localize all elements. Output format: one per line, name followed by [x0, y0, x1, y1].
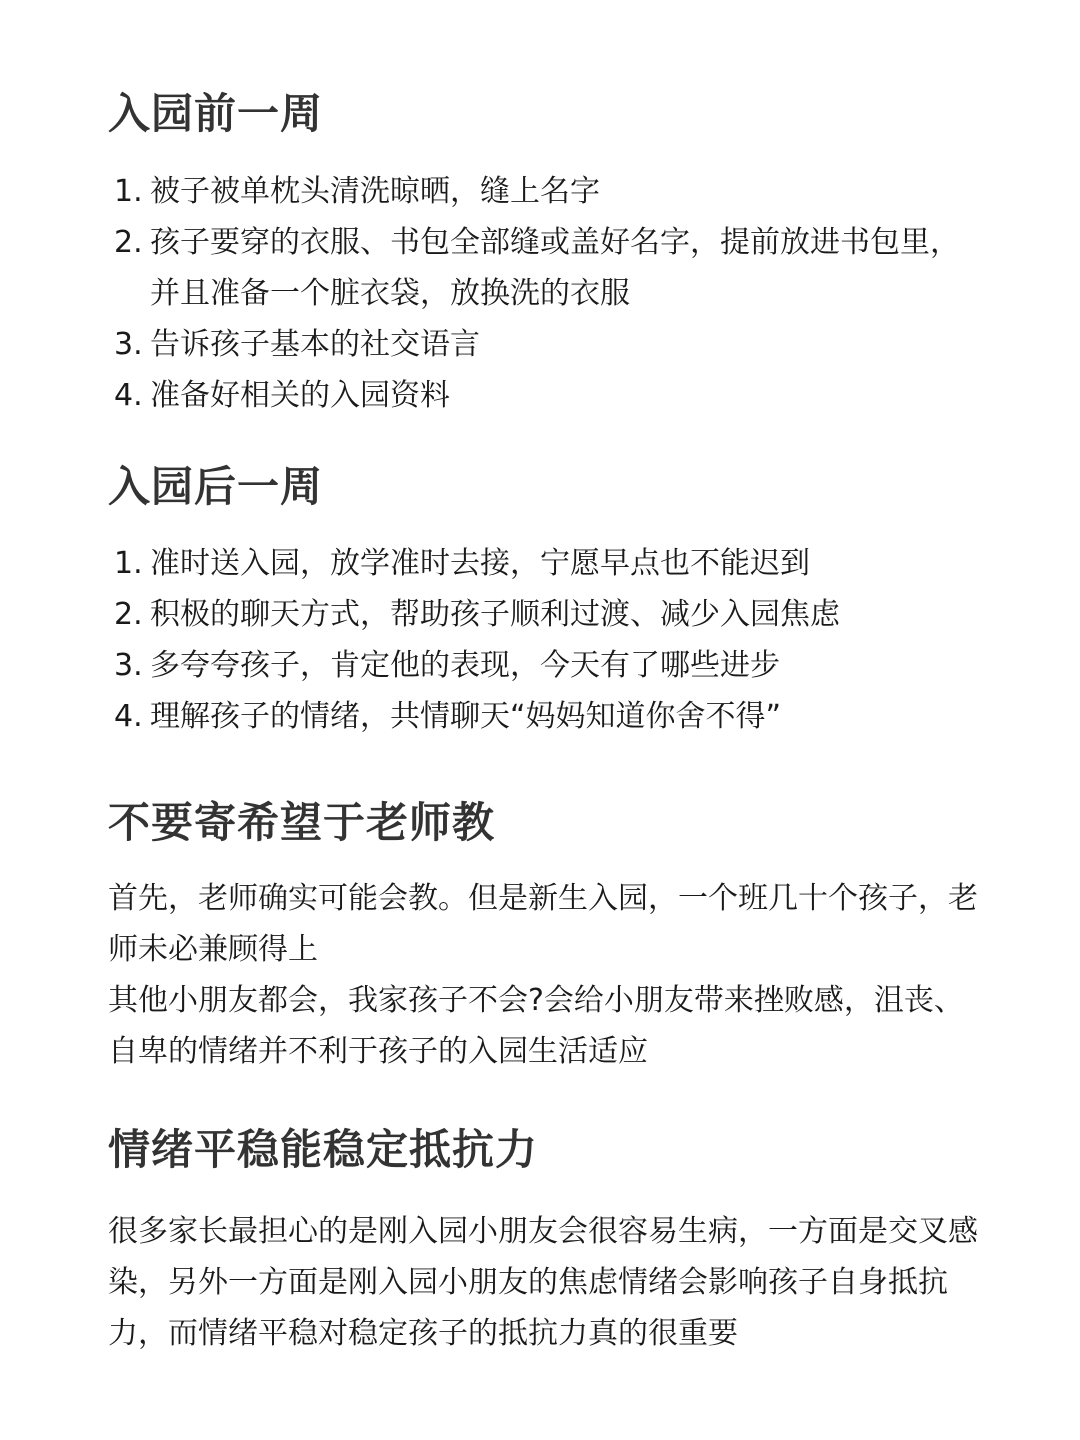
section-heading: 不要寄希望于老师教: [108, 798, 496, 847]
list-item: [108, 166, 978, 217]
item-number: 2.: [114, 225, 143, 260]
paragraph: 其他小朋友都会，我家孩子不会?会给小朋友带来挫败感，沮丧、自卑的情绪并不利于孩子的入园生活适应: [108, 983, 964, 1069]
item-number: 1.: [114, 174, 143, 209]
item-text: 告诉孩子基本的社交语言: [150, 327, 480, 362]
item-number: 3.: [114, 648, 143, 683]
section-after-enrollment: [108, 457, 978, 742]
paragraph: 首先，老师确实可能会教。但是新生入园，一个班几十个孩子，老师未必兼顾得上: [108, 881, 978, 967]
item-text: 多夸夸孩子，肯定他的表现，今天有了哪些进步: [150, 648, 780, 683]
list-item: [108, 691, 978, 742]
list-item: [108, 538, 978, 589]
section-heading: 情绪平稳能稳定抵抗力: [108, 1125, 539, 1174]
item-text: 准备好相关的入园资料: [150, 378, 450, 413]
list-item: [108, 370, 978, 421]
list-item: [108, 217, 978, 319]
item-number: 3.: [114, 327, 143, 362]
section-heading: 入园前一周: [108, 89, 324, 138]
list-item: [108, 319, 978, 370]
list-item: [108, 589, 978, 640]
item-text: 理解孩子的情绪，共情聊天“妈妈知道你舍不得”: [150, 699, 782, 734]
item-text: 积极的聊天方式，帮助孩子顺利过渡、减少入园焦虑: [150, 597, 840, 632]
item-number: 1.: [114, 546, 143, 581]
section-teacher: [108, 793, 978, 1077]
item-text: 孩子要穿的衣服、书包全部缝或盖好名字，提前放进书包里，并且准备一个脏衣袋，放换洗的衣服: [150, 225, 960, 311]
item-number: 4.: [114, 378, 143, 413]
list-item: [108, 640, 978, 691]
item-text: 准时送入园，放学准时去接，宁愿早点也不能迟到: [150, 546, 810, 581]
section-heading: 入园后一周: [108, 462, 324, 511]
checklist: [108, 538, 978, 742]
item-number: 4.: [114, 699, 143, 734]
item-text: 被子被单枕头清洗晾晒，缝上名字: [150, 174, 600, 209]
section-before-enrollment: [108, 84, 978, 421]
section-body: [108, 873, 978, 1077]
checklist: [108, 166, 978, 421]
item-number: 2.: [114, 597, 143, 632]
section-immunity: [108, 1120, 978, 1359]
paragraph: 很多家长最担心的是刚入园小朋友会很容易生病，一方面是交叉感染，另外一方面是刚入园小朋友的焦虑情绪会影响孩子自身抵抗力，而情绪平稳对稳定孩子的抵抗力真的很重要: [108, 1214, 978, 1351]
section-body: [108, 1206, 978, 1359]
